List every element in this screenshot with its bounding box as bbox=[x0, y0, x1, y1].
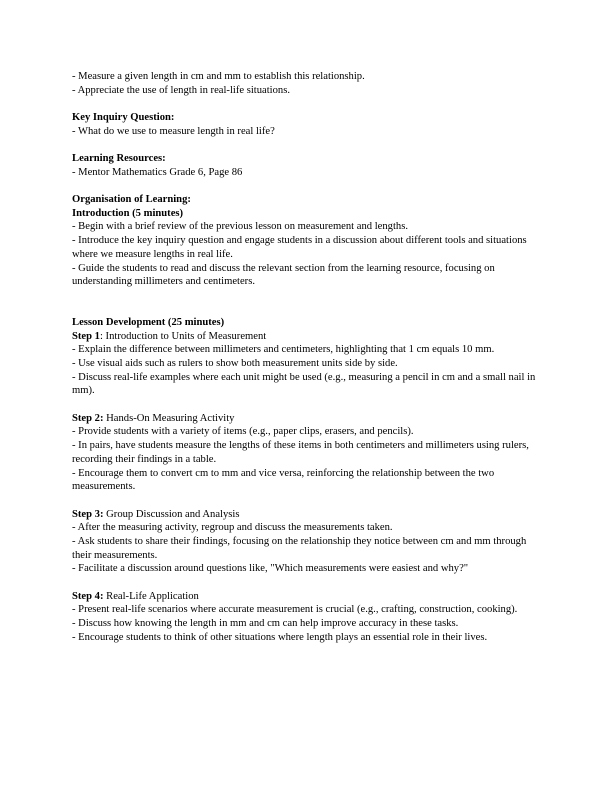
key-inquiry-section bbox=[72, 111, 542, 138]
step-title: Group Discussion and Analysis bbox=[103, 508, 240, 520]
step-line: - In pairs, have students measure the lengths of these items in both centimeters and millimeters using rulers, recording their findings in a table. bbox=[72, 440, 529, 465]
introduction-line: - Begin with a brief review of the previous lesson on measurement and lengths. bbox=[72, 221, 408, 233]
lesson-development-section bbox=[72, 316, 542, 645]
step-heading bbox=[72, 590, 542, 604]
lesson-development-heading: Lesson Development (25 minutes) bbox=[72, 316, 225, 328]
step-line: - Use visual aids such as rulers to show both measurement units side by side. bbox=[72, 358, 398, 370]
objective-line: - Measure a given length in cm and mm to establish this relationship. bbox=[72, 71, 365, 82]
step-label: Step 2: bbox=[72, 412, 104, 424]
step-heading bbox=[72, 508, 542, 522]
step-label: Step 3: bbox=[72, 508, 104, 520]
introduction-heading: Introduction (5 minutes) bbox=[72, 207, 184, 219]
organisation-heading: Organisation of Learning: bbox=[72, 194, 191, 205]
learning-resources-section bbox=[72, 152, 542, 179]
step-4 bbox=[72, 590, 542, 645]
document-page bbox=[72, 70, 542, 644]
step-line: - Discuss real-life examples where each unit might be used (e.g., measuring a pencil in cm and a small nail in mm). bbox=[72, 371, 536, 397]
step-title: Hands-On Measuring Activity bbox=[103, 412, 235, 424]
step-line: - Discuss how knowing the length in mm and cm can help improve accuracy in these tasks. bbox=[72, 618, 459, 630]
key-inquiry-line: - What do we use to measure length in real life? bbox=[72, 125, 275, 137]
objective-line: - Appreciate the use of length in real-life situations. bbox=[72, 84, 290, 96]
step-label: Step 1 bbox=[72, 330, 100, 342]
learning-resources-line: - Mentor Mathematics Grade 6, Page 86 bbox=[72, 166, 243, 178]
step-line: - Facilitate a discussion around questions like, "Which measurements were easiest and why?" bbox=[72, 563, 469, 575]
step-1 bbox=[72, 330, 542, 399]
learning-resources-heading: Learning Resources: bbox=[72, 153, 166, 164]
step-3 bbox=[72, 508, 542, 577]
key-inquiry-heading: Key Inquiry Question: bbox=[72, 112, 175, 123]
step-line: - Ask students to share their findings, focusing on the relationship they notice between cm and mm through their measurements. bbox=[72, 535, 527, 561]
step-title: Real-Life Application bbox=[103, 590, 199, 602]
introduction-line: - Guide the students to read and discuss the relevant section from the learning resource, focusing on understanding millimeters and centimeters. bbox=[72, 262, 495, 288]
step-line: - Provide students with a variety of items (e.g., paper clips, erasers, and pencils). bbox=[72, 426, 414, 438]
step-heading bbox=[72, 330, 542, 344]
step-line: - Encourage them to convert cm to mm and vice versa, reinforcing the relationship between the two measurements. bbox=[72, 467, 495, 493]
step-2 bbox=[72, 412, 542, 494]
step-heading bbox=[72, 412, 542, 426]
introduction-line: - Introduce the key inquiry question and engage students in a discussion about different tools and situations where we measure lengths in real life. bbox=[72, 235, 527, 260]
step-label: Step 4: bbox=[72, 590, 104, 602]
intro-objectives bbox=[72, 70, 542, 97]
organisation-section bbox=[72, 193, 542, 289]
step-line: - Present real-life scenarios where accurate measurement is crucial (e.g., crafting, construction, cooking). bbox=[72, 604, 518, 616]
step-line: - Encourage students to think of other situations where length plays an essential role in their lives. bbox=[72, 631, 488, 643]
step-line: - After the measuring activity, regroup and discuss the measurements taken. bbox=[72, 522, 393, 534]
step-line: - Explain the difference between millimeters and centimeters, highlighting that 1 cm equals 10 mm. bbox=[72, 344, 495, 356]
step-title: : Introduction to Units of Measurement bbox=[99, 330, 267, 342]
